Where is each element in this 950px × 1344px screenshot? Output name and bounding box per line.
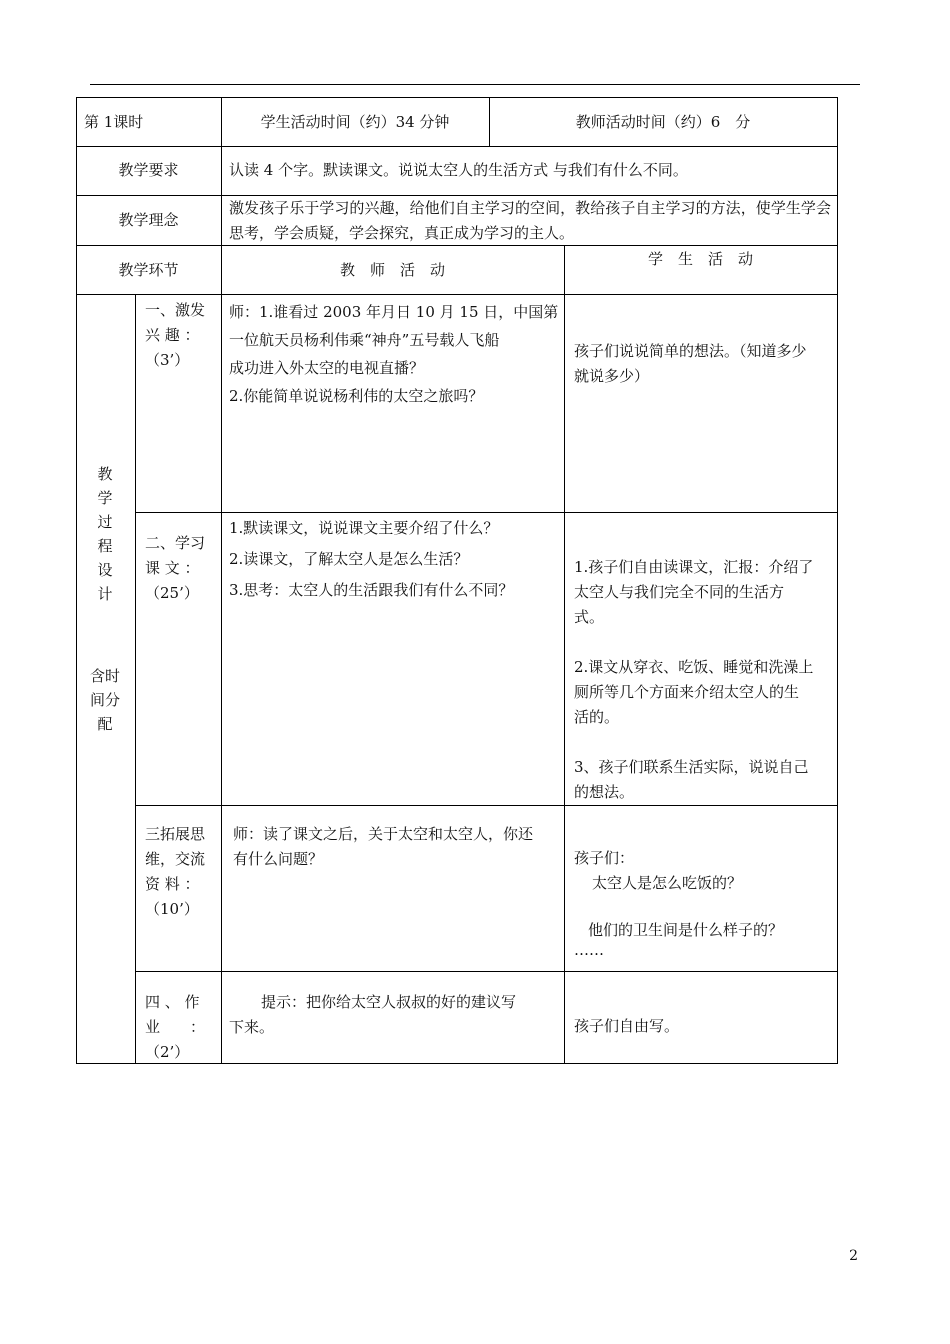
stage-1-student: 孩子们说说简单的想法。（知道多少 就说多少）: [574, 342, 807, 385]
process-design-label: 教 学 过 程 设 计: [97, 465, 113, 603]
requirements-label: 教学要求: [118, 161, 179, 179]
teacher-time: 教师活动时间（约）6 分: [575, 113, 751, 131]
stage-2-teacher: 1.默读课文，说说课文主要介绍了什么？ 2.读课文，了解太空人是怎么生活？ 3.思考：太空人的生活跟我们有什么不同？: [229, 519, 514, 599]
page-number: 2: [849, 1248, 858, 1264]
student-time: 学生活动时间（约）34 分钟: [260, 113, 450, 131]
lesson-number: 第 1课时: [84, 113, 144, 131]
stage-1-name: 一、激发 兴 趣 ： （3’）: [145, 301, 206, 369]
stage-2-name: 二、学习 课 文 ： （25’）: [145, 534, 206, 602]
philosophy-label: 教学理念: [118, 211, 179, 229]
header-rule: [90, 84, 860, 85]
requirements-text: 认读 4 个字。默读课文。说说太空人的生活方式 与我们有什么不同。: [229, 161, 688, 179]
stage-1-teacher: 师：1.谁看过 2003 年月日 10 月 15 日，中国第 一位航天员杨利伟乘“神舟”五号载人飞船 成功进入外太空的电视直播？ 2.你能简单说说杨利伟的太空之旅吗？: [229, 303, 559, 405]
stage-3-student: 孩子们： 太空人是怎么吃饭的？ 他们的卫生间是什么样子的？ ……: [574, 849, 784, 959]
philosophy-text: 激发孩子乐于学习的兴趣，给他们自主学习的空间，教给孩子自主学习的方法，使学生学会思考，学会质疑，学会探究，真正成为学习的主人。: [229, 199, 831, 242]
teacher-column-header: 教 师 活 动: [339, 261, 445, 279]
student-column-header: 学 生 活 动: [647, 250, 753, 268]
time-allocation-label: 含时 间分 配: [89, 667, 120, 733]
stage-4-name: 四 、 作 业 ： （2’）: [145, 993, 206, 1061]
stage-2-student: 1.孩子们自由读课文，汇报：介绍了 太空人与我们完全不同的生活方 式。 2.课文从穿衣、吃饭、睡觉和洗澡上 厕所等几个方面来介绍太空人的生 活的。 3、孩子们联系生活实际，说说自己 的想法。: [574, 558, 814, 801]
stage-3-teacher: 师：读了课文之后，关于太空和太空人，你还 有什么问题？: [233, 825, 534, 868]
stage-column-header: 教学环节: [118, 261, 179, 279]
stage-3-name: 三拓展思 维，交流 资 料 ： （10’）: [145, 825, 206, 918]
stage-4-teacher: 提示：把你给太空人叔叔的好的建议写 下来。: [229, 993, 517, 1036]
stage-4-student: 孩子们自由写。: [574, 1017, 680, 1035]
